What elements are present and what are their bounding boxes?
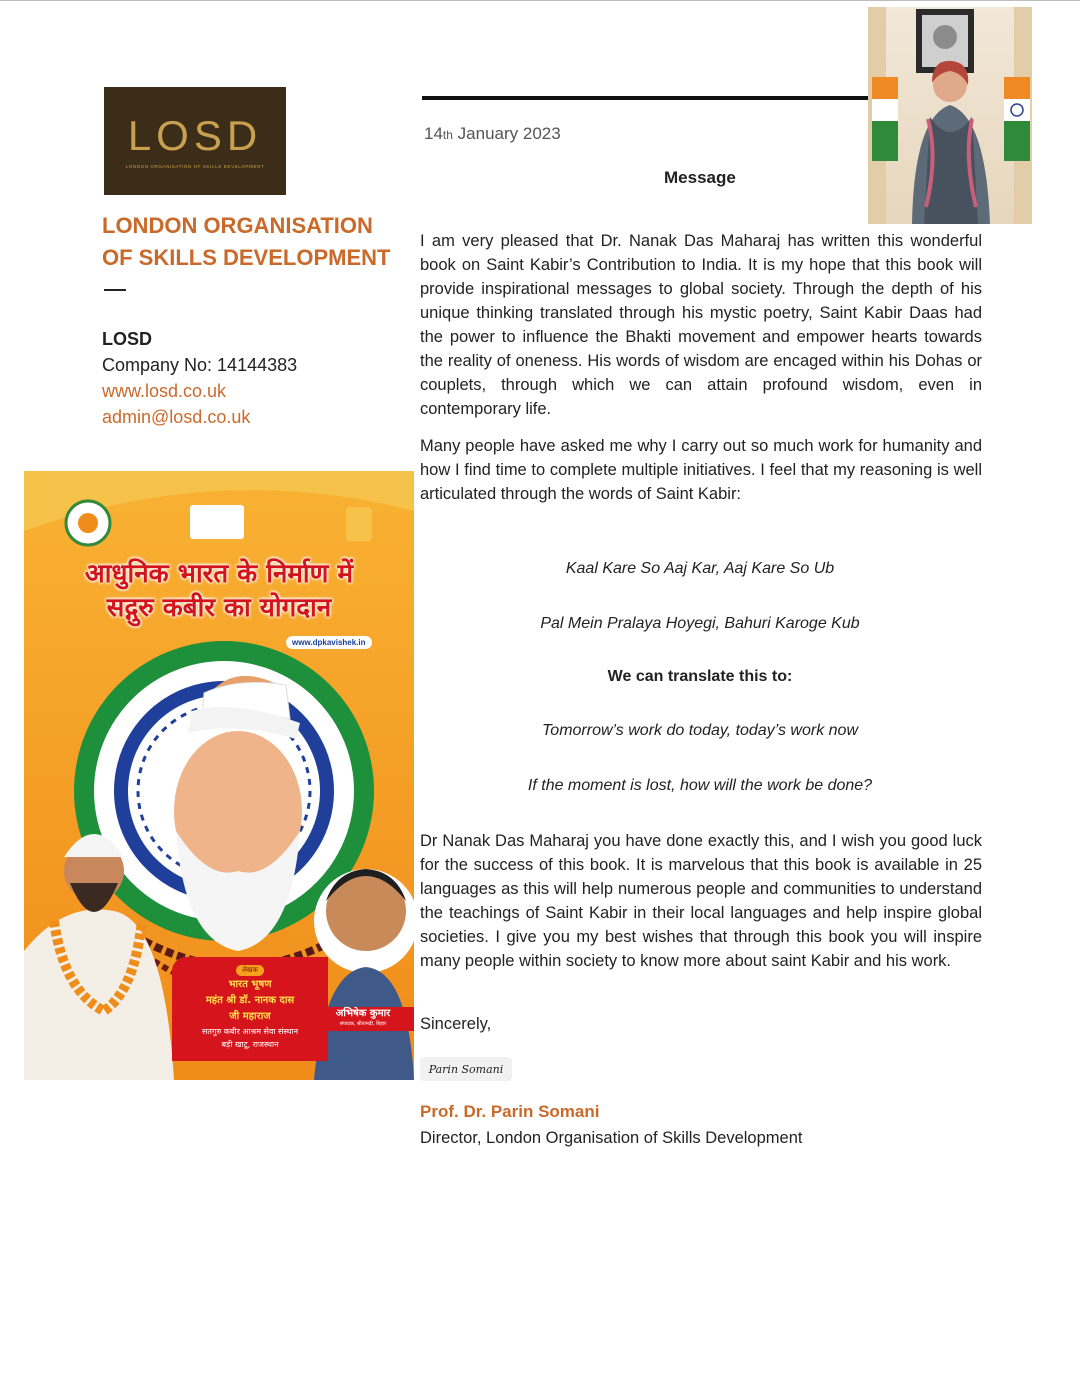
header-rule [422, 96, 870, 100]
portrait-photo [868, 7, 1032, 224]
contact-block [102, 326, 297, 430]
verse-line-1: Kaal Kare So Aaj Kar, Aaj Kare So Ub [565, 560, 835, 577]
company-number: Company No: 14144383 [102, 355, 298, 375]
losd-logo [104, 87, 286, 195]
email-link[interactable]: admin@losd.co.uk [102, 407, 251, 427]
author-org-1: सतगुरु कबीर आश्रम सेवा संस्थान [201, 1027, 299, 1036]
signer-name: Prof. Dr. Parin Somani [420, 1102, 600, 1121]
organisation-name: LONDON ORGANISATION OF SKILLS DEVELOPMENT [102, 213, 391, 270]
poster-title-line-1: आधुनिक भारत के निर्माण में [84, 559, 354, 589]
signature: Parin Somani [420, 1057, 512, 1081]
poster-title-line-2: सद्गुरु कबीर का योगदान [106, 593, 332, 623]
letter-date: 14th January 2023 [424, 124, 561, 143]
co-author-box [312, 1007, 414, 1031]
portrait-illustration [868, 7, 1032, 224]
translate-heading: We can translate this to: [607, 668, 793, 685]
author-line-1: भारत भूषण [228, 979, 272, 990]
top-border [0, 0, 1080, 1]
paragraph-2: Many people have asked me why I carry out so much work for humanity and how I find time to complete multiple initiatives. I feel that my reasoning is well articulated through the words of Saint Kabir: [420, 437, 982, 503]
co-author-sub: संपादक, सीतामढ़ी, बिहार [339, 1021, 387, 1027]
paragraph-3: Dr Nanak Das Maharaj you have done exactly this, and I wish you good luck for the success of this book. It is marvelous that this book is available in 25 languages as this will help numerous people and communities to understand the teachings of Saint Kabir in their local languages and help inspire global societies. I give you my best wishes that through this book you will inspire many people within society to know more about saint Kabir and his work. [420, 832, 982, 970]
divider-dash [104, 289, 126, 291]
letter-heading: Message [664, 168, 736, 187]
translation-line-1: Tomorrow’s work do today, today’s work now [542, 722, 858, 739]
translation-line-2: If the moment is lost, how will the work be done? [527, 777, 873, 794]
author-line-3: जी महाराज [229, 1011, 271, 1022]
author-tag: लेखक [236, 965, 264, 976]
verse-line-2: Pal Mein Pralaya Hoyegi, Bahuri Karoge Kub [540, 615, 860, 632]
author-box [172, 957, 328, 1061]
author-line-2: महंत श्री डॉ. नानक दास [205, 995, 295, 1006]
website-link[interactable]: www.losd.co.uk [102, 381, 227, 401]
closing: Sincerely, [420, 1015, 492, 1033]
short-name: LOSD [102, 329, 153, 349]
co-author-name: अभिषेक कुमार [335, 1008, 391, 1019]
paragraph-1: I am very pleased that Dr. Nanak Das Maharaj has written this wonderful book on Saint Kabir’s Contribution to India. It is my hope that this book will provide inspirational messages to global society. Through the depth of his unique thinking translated through his mystic poetry, Saint Kabir Daas had the power to influence the Bhakti movement and empower hearts towards the reality of oneness. His words of wisdom are encaged within his Dohas or couplets, through which we can attain profound wisdom, even in contemporary life. [420, 232, 982, 418]
author-org-2: बड़ी खाटू, राजस्थान [221, 1040, 279, 1049]
poster-website: www.dpkavishek.in [286, 636, 372, 649]
book-poster [24, 471, 414, 1080]
signer-title: Director, London Organisation of Skills Development [420, 1129, 803, 1147]
logo-subtitle: LONDON ORGANISATION OF SKILLS DEVELOPMENT [125, 163, 265, 169]
logo-text: LOSD [127, 111, 263, 159]
